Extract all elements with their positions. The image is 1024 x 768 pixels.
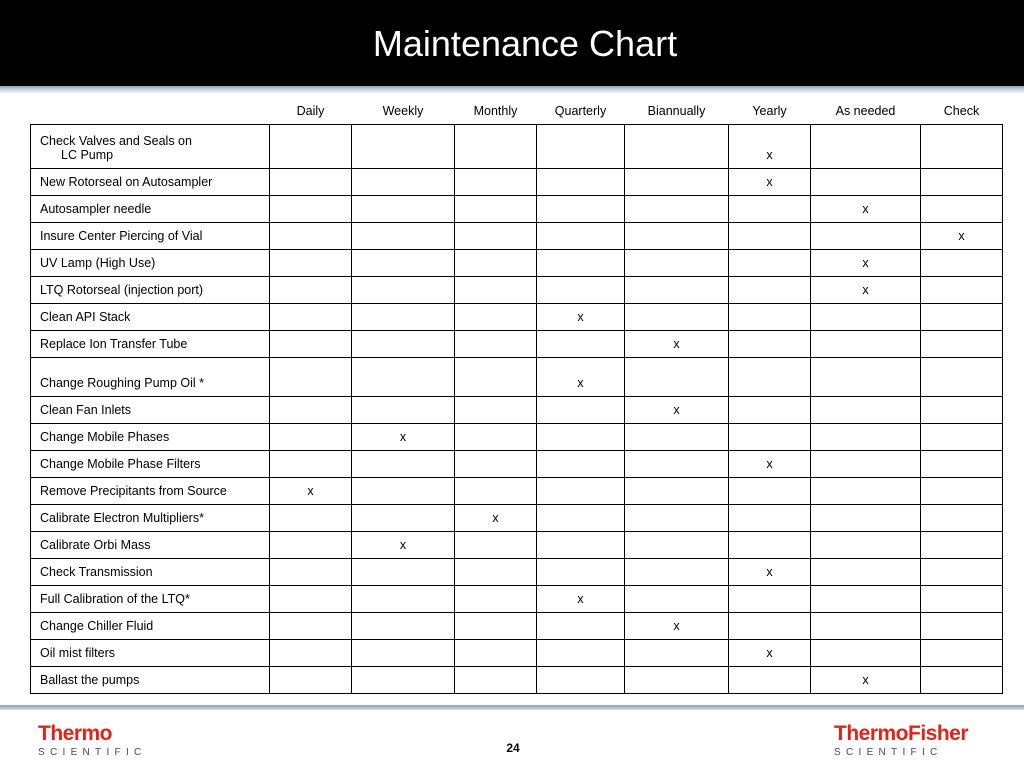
task-label: LC Pump <box>61 148 114 162</box>
schedule-cell: x <box>352 424 455 451</box>
schedule-cell <box>537 331 625 358</box>
task-cell: UV Lamp (High Use) <box>31 250 270 277</box>
schedule-cell <box>537 277 625 304</box>
schedule-cell: x <box>729 125 811 169</box>
schedule-cell <box>537 196 625 223</box>
logo-sub-text: SCIENTIFIC <box>38 747 147 758</box>
schedule-cell <box>729 532 811 559</box>
schedule-cell <box>537 667 625 694</box>
schedule-cell <box>625 223 729 250</box>
schedule-cell <box>729 223 811 250</box>
schedule-cell <box>455 640 537 667</box>
schedule-cell: x <box>811 667 921 694</box>
schedule-cell <box>811 358 921 397</box>
table-row <box>31 667 1003 694</box>
schedule-cell <box>352 223 455 250</box>
schedule-cell <box>729 250 811 277</box>
table-row <box>31 277 1003 304</box>
schedule-cell <box>455 613 537 640</box>
task-cell: Clean API Stack <box>31 304 270 331</box>
schedule-cell <box>270 397 352 424</box>
schedule-cell <box>625 277 729 304</box>
schedule-cell <box>270 559 352 586</box>
schedule-cell <box>729 277 811 304</box>
schedule-cell <box>811 424 921 451</box>
task-cell: Change Roughing Pump Oil * <box>31 358 270 397</box>
task-cell: Change Mobile Phases <box>31 424 270 451</box>
schedule-cell <box>352 586 455 613</box>
schedule-cell <box>455 451 537 478</box>
schedule-cell <box>625 505 729 532</box>
task-cell: Remove Precipitants from Source <box>31 478 270 505</box>
schedule-cell <box>352 125 455 169</box>
schedule-cell <box>537 424 625 451</box>
schedule-cell <box>729 478 811 505</box>
schedule-cell <box>811 169 921 196</box>
schedule-cell <box>625 451 729 478</box>
task-cell: New Rotorseal on Autosampler <box>31 169 270 196</box>
schedule-cell <box>270 250 352 277</box>
schedule-cell: x <box>537 304 625 331</box>
schedule-cell <box>729 196 811 223</box>
schedule-cell <box>270 125 352 169</box>
schedule-cell <box>537 397 625 424</box>
schedule-cell: x <box>625 613 729 640</box>
schedule-cell <box>625 250 729 277</box>
schedule-cell <box>921 196 1003 223</box>
header-divider <box>0 86 1024 94</box>
schedule-cell <box>625 358 729 397</box>
schedule-cell <box>352 397 455 424</box>
schedule-cell <box>811 559 921 586</box>
schedule-cell <box>455 304 537 331</box>
schedule-cell <box>921 451 1003 478</box>
schedule-cell <box>537 169 625 196</box>
schedule-cell: x <box>921 223 1003 250</box>
task-cell: Oil mist filters <box>31 640 270 667</box>
table-row <box>31 358 1003 397</box>
schedule-cell <box>352 250 455 277</box>
schedule-cell <box>729 397 811 424</box>
schedule-cell <box>729 358 811 397</box>
column-header: Quarterly <box>554 104 607 118</box>
schedule-cell <box>455 277 537 304</box>
schedule-cell <box>270 532 352 559</box>
schedule-cell <box>729 586 811 613</box>
schedule-cell <box>270 424 352 451</box>
schedule-cell <box>352 505 455 532</box>
column-header: Weekly <box>382 104 424 118</box>
schedule-cell <box>455 250 537 277</box>
schedule-cell <box>729 304 811 331</box>
schedule-cell <box>352 196 455 223</box>
schedule-cell <box>537 613 625 640</box>
schedule-cell <box>455 331 537 358</box>
schedule-cell <box>729 667 811 694</box>
schedule-cell <box>811 304 921 331</box>
table-row <box>31 559 1003 586</box>
schedule-cell <box>921 125 1003 169</box>
task-cell: Calibrate Electron Multipliers* <box>31 505 270 532</box>
schedule-cell <box>625 532 729 559</box>
table-row <box>31 532 1003 559</box>
schedule-cell <box>811 331 921 358</box>
schedule-cell <box>270 277 352 304</box>
table-row <box>31 397 1003 424</box>
schedule-cell <box>811 532 921 559</box>
slide-title: Maintenance Chart <box>372 23 678 64</box>
schedule-cell <box>921 250 1003 277</box>
table-row <box>31 424 1003 451</box>
schedule-cell <box>455 358 537 397</box>
table-row <box>31 331 1003 358</box>
schedule-cell <box>455 586 537 613</box>
schedule-cell <box>921 586 1003 613</box>
schedule-cell <box>537 451 625 478</box>
task-cell: LTQ Rotorseal (injection port) <box>31 277 270 304</box>
column-header: As needed <box>835 104 896 118</box>
schedule-cell <box>270 169 352 196</box>
schedule-cell: x <box>811 277 921 304</box>
schedule-cell <box>811 451 921 478</box>
table-row <box>31 223 1003 250</box>
schedule-cell <box>455 478 537 505</box>
schedule-cell: x <box>811 196 921 223</box>
schedule-cell <box>352 169 455 196</box>
column-header: Biannually <box>647 104 706 118</box>
schedule-cell: x <box>537 358 625 397</box>
table-row <box>31 451 1003 478</box>
schedule-cell <box>537 478 625 505</box>
schedule-cell <box>921 559 1003 586</box>
table-row <box>31 304 1003 331</box>
schedule-cell <box>811 478 921 505</box>
schedule-cell <box>921 304 1003 331</box>
schedule-cell <box>811 223 921 250</box>
schedule-cell <box>811 586 921 613</box>
task-cell: Ballast the pumps <box>31 667 270 694</box>
table-row <box>31 125 1003 169</box>
schedule-cell <box>270 331 352 358</box>
task-label: Check Valves and Seals on <box>40 134 192 148</box>
table-row <box>31 505 1003 532</box>
maintenance-table <box>30 98 1003 694</box>
schedule-cell: x <box>811 250 921 277</box>
schedule-cell <box>270 667 352 694</box>
table-row <box>31 196 1003 223</box>
schedule-cell <box>921 667 1003 694</box>
table-row <box>31 640 1003 667</box>
schedule-cell <box>811 613 921 640</box>
logo-sub-text: SCIENTIFIC <box>834 747 943 758</box>
schedule-cell <box>625 125 729 169</box>
schedule-cell <box>729 424 811 451</box>
schedule-cell <box>625 667 729 694</box>
schedule-cell <box>537 640 625 667</box>
schedule-cell <box>270 505 352 532</box>
logo-brand-text: ThermoFisher <box>834 722 969 745</box>
schedule-cell: x <box>729 640 811 667</box>
schedule-cell <box>811 397 921 424</box>
schedule-cell <box>729 613 811 640</box>
schedule-cell <box>729 331 811 358</box>
schedule-cell <box>625 169 729 196</box>
schedule-cell <box>537 125 625 169</box>
task-cell: Full Calibration of the LTQ* <box>31 586 270 613</box>
schedule-cell <box>729 505 811 532</box>
schedule-cell <box>921 277 1003 304</box>
schedule-cell <box>352 478 455 505</box>
task-cell: Autosampler needle <box>31 196 270 223</box>
schedule-cell <box>352 451 455 478</box>
thermofisher-scientific-logo <box>834 723 984 759</box>
schedule-cell <box>921 532 1003 559</box>
schedule-cell: x <box>729 169 811 196</box>
schedule-cell <box>455 169 537 196</box>
column-header: Daily <box>296 104 325 118</box>
task-cell: Calibrate Orbi Mass <box>31 532 270 559</box>
schedule-cell <box>625 424 729 451</box>
task-cell: Clean Fan Inlets <box>31 397 270 424</box>
schedule-cell <box>921 505 1003 532</box>
schedule-cell: x <box>455 505 537 532</box>
schedule-cell: x <box>729 559 811 586</box>
schedule-cell <box>455 397 537 424</box>
schedule-cell <box>811 125 921 169</box>
task-cell: Change Mobile Phase Filters <box>31 451 270 478</box>
page-number: 24 <box>506 741 520 755</box>
schedule-cell <box>352 277 455 304</box>
schedule-cell: x <box>625 397 729 424</box>
table-row <box>31 478 1003 505</box>
schedule-cell: x <box>729 451 811 478</box>
table-body <box>31 125 1003 694</box>
schedule-cell <box>270 451 352 478</box>
schedule-cell <box>352 559 455 586</box>
schedule-cell <box>921 331 1003 358</box>
footer-divider <box>0 705 1024 710</box>
schedule-cell <box>625 586 729 613</box>
schedule-cell: x <box>270 478 352 505</box>
schedule-cell <box>811 505 921 532</box>
schedule-cell: x <box>352 532 455 559</box>
column-header: Yearly <box>752 104 787 118</box>
schedule-cell <box>455 532 537 559</box>
schedule-cell <box>537 532 625 559</box>
schedule-cell <box>537 559 625 586</box>
schedule-cell <box>455 223 537 250</box>
schedule-cell <box>352 358 455 397</box>
logo-brand-text: Thermo <box>38 722 113 745</box>
schedule-cell <box>270 586 352 613</box>
task-cell <box>31 125 270 169</box>
schedule-cell <box>625 304 729 331</box>
schedule-cell <box>455 559 537 586</box>
schedule-cell <box>537 250 625 277</box>
schedule-cell <box>270 613 352 640</box>
schedule-cell <box>270 223 352 250</box>
schedule-cell <box>352 640 455 667</box>
task-cell: Check Transmission <box>31 559 270 586</box>
schedule-cell <box>921 640 1003 667</box>
schedule-cell <box>537 223 625 250</box>
column-header: Check <box>943 104 980 118</box>
schedule-cell <box>921 613 1003 640</box>
schedule-cell <box>455 196 537 223</box>
table-row <box>31 586 1003 613</box>
schedule-cell <box>352 667 455 694</box>
task-cell: Change Chiller Fluid <box>31 613 270 640</box>
schedule-cell <box>270 358 352 397</box>
schedule-cell <box>270 640 352 667</box>
schedule-cell <box>625 478 729 505</box>
schedule-cell <box>811 640 921 667</box>
schedule-cell: x <box>625 331 729 358</box>
table-row <box>31 250 1003 277</box>
schedule-cell <box>921 397 1003 424</box>
table-row <box>31 169 1003 196</box>
header-blank <box>31 98 270 125</box>
task-cell: Replace Ion Transfer Tube <box>31 331 270 358</box>
schedule-cell <box>352 331 455 358</box>
schedule-cell <box>625 196 729 223</box>
schedule-cell <box>921 169 1003 196</box>
table-header-row <box>31 98 1003 125</box>
column-header: Monthly <box>473 104 518 118</box>
schedule-cell <box>921 478 1003 505</box>
schedule-cell <box>921 358 1003 397</box>
task-cell: Insure Center Piercing of Vial <box>31 223 270 250</box>
schedule-cell <box>270 196 352 223</box>
schedule-cell <box>455 125 537 169</box>
schedule-cell: x <box>537 586 625 613</box>
schedule-cell <box>352 613 455 640</box>
schedule-cell <box>455 667 537 694</box>
schedule-cell <box>625 640 729 667</box>
schedule-cell <box>537 505 625 532</box>
table-row <box>31 613 1003 640</box>
schedule-cell <box>625 559 729 586</box>
schedule-cell <box>921 424 1003 451</box>
schedule-cell <box>352 304 455 331</box>
schedule-cell <box>270 304 352 331</box>
schedule-cell <box>455 424 537 451</box>
